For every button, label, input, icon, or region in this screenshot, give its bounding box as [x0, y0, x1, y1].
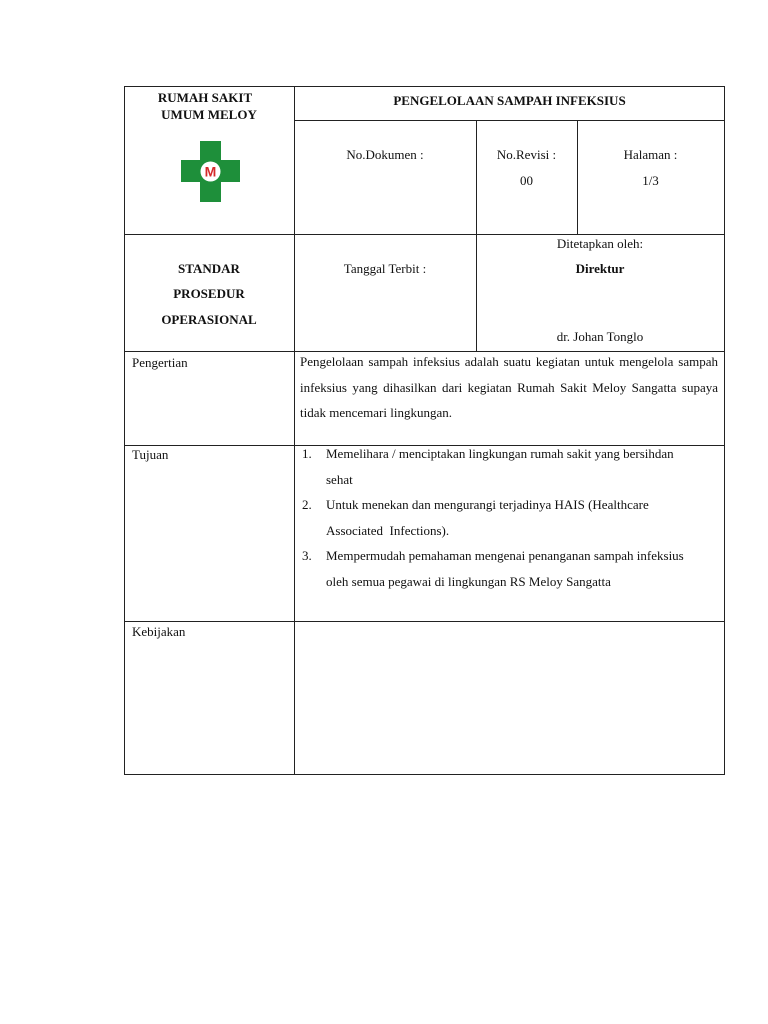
logo-letter: M — [204, 163, 217, 180]
halaman-value: 1/3 — [642, 173, 659, 188]
list-item-number: 3. — [302, 548, 312, 563]
table-border-top — [124, 86, 725, 87]
hospital-name-line2: UMUM MELOY — [161, 107, 257, 122]
list-item-number: 2. — [302, 497, 312, 512]
table-border-right — [724, 86, 725, 775]
sop-title-line2: PROSEDUR — [173, 286, 245, 301]
tujuan-row-divider — [124, 621, 725, 622]
no-revisi-label: No.Revisi : — [496, 147, 557, 162]
header-row-divider — [124, 234, 725, 235]
list-item-text: Memelihara / menciptakan lingkungan rumah sakit yang bersihdan sehat — [326, 446, 674, 487]
no-revisi-value: 00 — [520, 173, 533, 188]
list-item-text: Mempermudah pemahaman mengenai penanganan sampah infeksius oleh semua pegawai di lingkungan RS Meloy Sangatta — [326, 548, 684, 589]
halaman-label: Halaman : — [623, 147, 678, 162]
kebijakan-label: Kebijakan — [132, 624, 186, 639]
tanggal-terbit-label: Tanggal Terbit : — [343, 261, 427, 276]
pengertian-label: Pengertian — [132, 355, 188, 370]
hospital-name-line1: RUMAH SAKIT — [157, 90, 253, 105]
sop-title-line3: OPERASIONAL — [161, 312, 257, 327]
document-title: PENGELOLAAN SAMPAH INFEKSIUS — [393, 93, 626, 108]
jabatan-direktur: Direktur — [575, 261, 625, 276]
pengertian-text: Pengelolaan sampah infeksius adalah suatu kegiatan untuk mengelola sampah infeksius yang dihasilkan dari kegiatan Rumah Sakit Meloy Sangatta supaya tidak mencemari lingkungan. — [300, 354, 718, 420]
label-column-divider — [294, 86, 295, 775]
tujuan-label: Tujuan — [132, 447, 169, 462]
no-dokumen-label: No.Dokumen : — [346, 147, 424, 162]
hospital-cross-logo — [181, 141, 240, 202]
table-border-bottom — [124, 774, 725, 775]
table-border-left — [124, 86, 125, 775]
sop-title-line1: STANDAR — [178, 261, 240, 276]
list-item — [300, 543, 700, 594]
list-item-text: Untuk menekan dan mengurangi terjadinya HAIS (Healthcare Associated Infections). — [326, 497, 652, 538]
list-item — [300, 441, 700, 492]
signer-name: dr. Johan Tonglo — [556, 329, 644, 344]
list-item — [300, 492, 700, 543]
ditetapkan-label: Ditetapkan oleh: — [556, 236, 644, 251]
title-row-divider — [294, 120, 725, 121]
list-item-number: 1. — [302, 446, 312, 461]
tujuan-list — [300, 441, 700, 594]
